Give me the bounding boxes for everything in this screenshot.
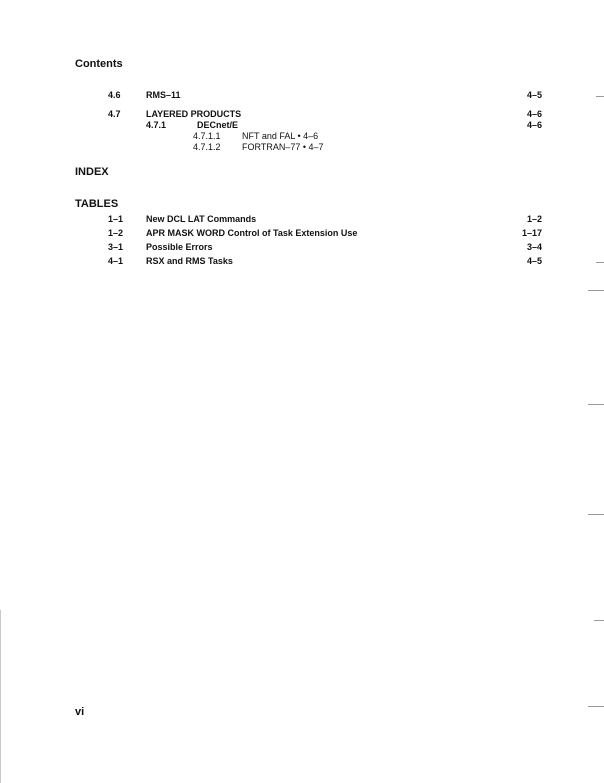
table-entry-number: 4–1 [108, 256, 124, 266]
margin-tick [588, 290, 604, 291]
page-number: vi [75, 706, 85, 718]
page-title: Contents [75, 58, 123, 70]
table-entry-page[interactable]: 1–17 [521, 228, 542, 238]
index-heading[interactable]: INDEX [75, 166, 109, 178]
table-entry-title[interactable]: New DCL LAT Commands [146, 214, 257, 224]
margin-tick [596, 262, 604, 263]
toc-subentry-number: 4.7.1.2 [193, 142, 221, 152]
toc-entry-page[interactable]: 4–5 [526, 90, 542, 100]
toc-subentry-number: 4.7.1.1 [193, 131, 221, 141]
table-entry-title[interactable]: APR MASK WORD Control of Task Extension Use [146, 228, 358, 238]
margin-tick [588, 706, 604, 707]
toc-entry-page[interactable]: 4–6 [526, 120, 542, 130]
toc-entry-title[interactable]: DECnet/E [197, 120, 239, 130]
margin-tick [588, 404, 604, 405]
table-entry-number: 1–1 [108, 214, 124, 224]
scan-edge [0, 610, 1, 783]
table-entry-title[interactable]: Possible Errors [146, 242, 213, 252]
table-entry-page[interactable]: 3–4 [526, 242, 542, 252]
table-entry-number: 1–2 [108, 228, 124, 238]
toc-subentry-text[interactable]: FORTRAN–77 • 4–7 [242, 142, 324, 152]
toc-entry-title[interactable]: LAYERED PRODUCTS [146, 109, 242, 119]
margin-tick [594, 620, 604, 621]
toc-entry-number: 4.6 [108, 90, 121, 100]
toc-subentry-text[interactable]: NFT and FAL • 4–6 [242, 131, 319, 141]
toc-entry-number: 4.7.1 [146, 120, 167, 130]
toc-entry-title[interactable]: RMS–11 [146, 90, 181, 100]
margin-tick [588, 514, 604, 515]
table-entry-number: 3–1 [108, 242, 124, 252]
table-entry-title[interactable]: RSX and RMS Tasks [146, 256, 233, 266]
toc-entry-number: 4.7 [108, 109, 121, 119]
table-entry-page[interactable]: 4–5 [526, 256, 542, 266]
table-entry-page[interactable]: 1–2 [526, 214, 542, 224]
margin-tick [596, 96, 604, 97]
tables-heading: TABLES [75, 198, 119, 210]
toc-entry-page[interactable]: 4–6 [526, 109, 542, 119]
